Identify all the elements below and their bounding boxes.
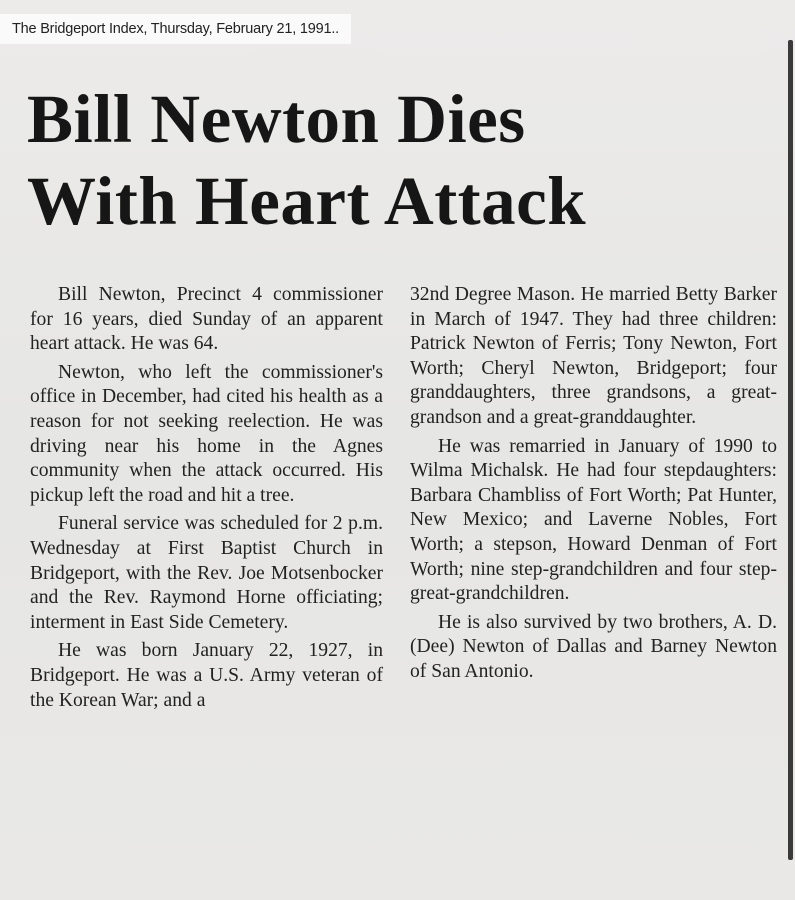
article-paragraph: Bill Newton, Precinct 4 commissioner for 16 years, died Sunday of an apparent heart attack. He was 64. <box>30 284 383 355</box>
article-paragraph: He was born January 22, 1927, in Bridgeport. He was a U.S. Army veteran of the Korean War; and a <box>30 640 383 711</box>
article-paragraph: Funeral service was scheduled for 2 p.m. Wednesday at First Baptist Church in Bridgeport, with the Rev. Joe Motsenbocker and the Rev. Raymond Horne officiating; interment in East Side Cemetery. <box>30 513 383 633</box>
headline-line-1: Bill Newton Dies <box>27 81 526 157</box>
article-paragraph-continued: 32nd Degree Mason. He married Betty Barker in March of 1947. They had three children: Patrick Newton of Ferris; Tony Newton, Fort Worth; Cheryl Newton, Bridgeport; four granddaughters, three grandsons, a great-grandson and a great-granddaughter. <box>410 284 777 428</box>
article-column-left <box>30 283 383 717</box>
headline <box>27 78 767 242</box>
page-edge-shadow <box>788 40 793 860</box>
article-column-right <box>410 283 777 689</box>
article-paragraph: Newton, who left the commissioner's office in December, had cited his health as a reason for not seeking reelection. He was driving near his home in the Agnes community when the attack occurred. His pickup left the road and hit a tree. <box>30 361 383 506</box>
article-paragraph: He was remarried in January of 1990 to Wilma Michalsk. He had four stepdaughters: Barbara Chambliss of Fort Worth; Pat Hunter, New Mexico; and Laverne Nobles, Fort Worth; a stepson, Howard Denman of Fort Worth; nine step-grandchildren and four step-great-grandchildren. <box>410 435 777 605</box>
article-paragraph: He is also survived by two brothers, A. D. (Dee) Newton of Dallas and Barney Newton of San Antonio. <box>410 611 777 682</box>
dateline-label: The Bridgeport Index, Thursday, February 21, 1991.. <box>0 14 351 44</box>
headline-line-2: With Heart Attack <box>27 163 587 239</box>
